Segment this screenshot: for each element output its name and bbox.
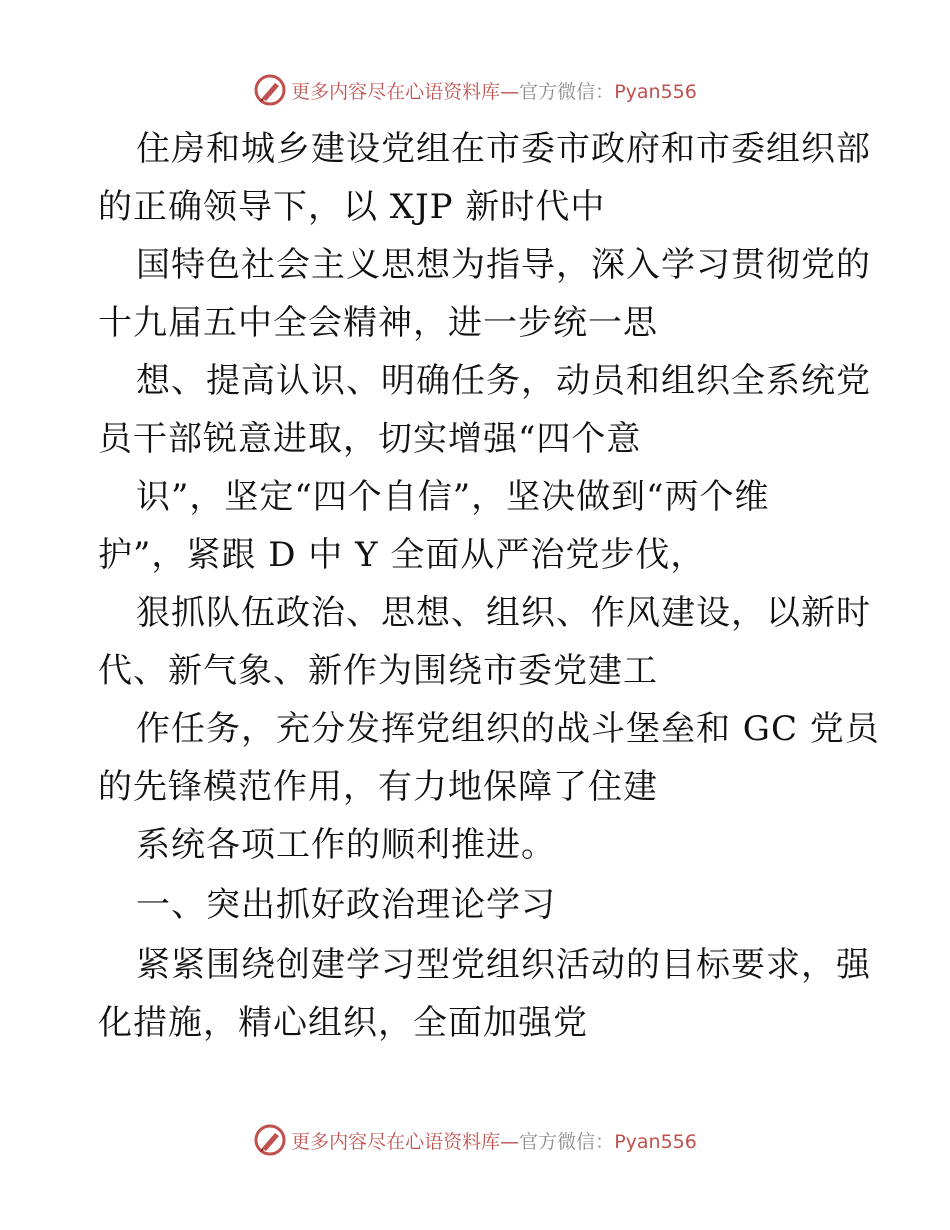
pen-logo-icon [253,1123,287,1157]
banner-official-label: 官方微信： [519,1130,615,1153]
section-heading: 一、突出抓好政治理论学习 [136,885,556,925]
text-line: 十九届五中全会精神，进一步统一思 [98,303,658,343]
text-line: 护”，紧跟 D 中 Y 全面从严治党步伐， [98,535,706,575]
banner-account: Pyan556 [614,80,697,103]
text-line: 识”，坚定“四个自信”，坚决做到“两个维 [136,477,770,517]
text-line: 化措施，精心组织，全面加强党 [98,1003,588,1043]
text-line: 的先锋模范作用，有力地保障了住建 [98,767,658,807]
banner-content [253,73,697,107]
text-line: 狠抓队伍政治、思想、组织、作风建设，以新时 [136,593,871,633]
text-line: 作任务，充分发挥党组织的战斗堡垒和 GC 党员 [136,709,880,749]
text-line: 系统各项工作的顺利推进。 [136,825,556,865]
banner-account: Pyan556 [614,1130,697,1153]
banner-official-label: 官方微信： [519,80,615,103]
banner-text [291,1127,697,1154]
banner-separator: — [500,80,520,103]
text-line: 想、提高认识、明确任务，动员和组织全系统党 [136,361,871,401]
banner-text [291,77,697,104]
text-line: 员干部锐意进取，切实增强“四个意 [98,419,642,459]
header-watermark-banner [0,70,950,110]
text-line: 代、新气象、新作为围绕市委党建工 [98,651,658,691]
text-line: 住房和城乡建设党组在市委市政府和市委组织部 [136,129,871,169]
banner-separator: — [500,1130,520,1153]
text-line: 紧紧围绕创建学习型党组织活动的目标要求，强 [136,945,871,985]
banner-content [253,1123,697,1157]
text-line: 国特色社会主义思想为指导，深入学习贯彻党的 [136,245,871,285]
text-line: 的正确领导下，以 XJP 新时代中 [98,187,606,227]
pen-logo-icon [253,73,287,107]
banner-slogan: 更多内容尽在心语资料库 [291,80,501,103]
footer-watermark-banner [0,1120,950,1160]
banner-slogan: 更多内容尽在心语资料库 [291,1130,501,1153]
